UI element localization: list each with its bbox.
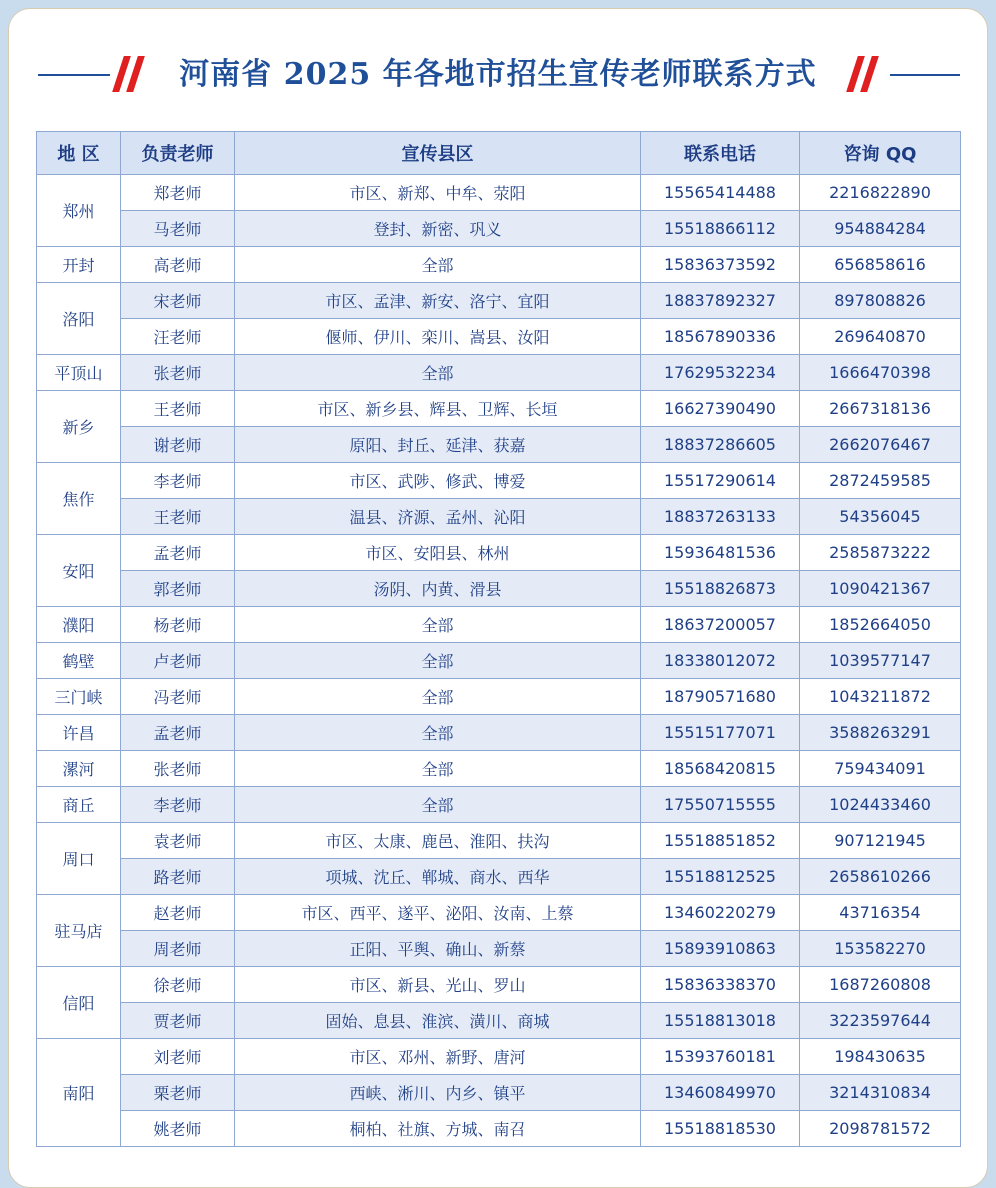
counties-cell: 市区、新县、光山、罗山 [235, 967, 641, 1003]
region-cell: 郑州 [37, 175, 121, 247]
qq-cell: 1039577147 [800, 643, 961, 679]
counties-cell: 市区、孟津、新安、洛宁、宜阳 [235, 283, 641, 319]
phone-cell: 15518851852 [641, 823, 800, 859]
counties-cell: 桐柏、社旗、方城、南召 [235, 1111, 641, 1147]
counties-cell: 偃师、伊川、栾川、嵩县、汝阳 [235, 319, 641, 355]
phone-cell: 15393760181 [641, 1039, 800, 1075]
counties-cell: 全部 [235, 715, 641, 751]
qq-cell: 153582270 [800, 931, 961, 967]
counties-cell: 全部 [235, 679, 641, 715]
qq-cell: 907121945 [800, 823, 961, 859]
teacher-cell: 栗老师 [121, 1075, 235, 1111]
phone-cell: 18568420815 [641, 751, 800, 787]
qq-cell: 2872459585 [800, 463, 961, 499]
counties-cell: 全部 [235, 787, 641, 823]
phone-cell: 15836373592 [641, 247, 800, 283]
phone-cell: 15515177071 [641, 715, 800, 751]
qq-cell: 897808826 [800, 283, 961, 319]
teacher-cell: 张老师 [121, 751, 235, 787]
counties-cell: 全部 [235, 643, 641, 679]
table-row [37, 571, 961, 607]
qq-cell: 954884284 [800, 211, 961, 247]
phone-cell: 15893910863 [641, 931, 800, 967]
phone-cell: 15936481536 [641, 535, 800, 571]
region-cell: 漯河 [37, 751, 121, 787]
teacher-cell: 贾老师 [121, 1003, 235, 1039]
phone-cell: 15836338370 [641, 967, 800, 1003]
region-cell: 南阳 [37, 1039, 121, 1147]
table-row [37, 463, 961, 499]
phone-cell: 15517290614 [641, 463, 800, 499]
title-rule-left [38, 74, 110, 76]
counties-cell: 温县、济源、孟州、沁阳 [235, 499, 641, 535]
region-cell: 周口 [37, 823, 121, 895]
phone-cell: 18790571680 [641, 679, 800, 715]
table-row [37, 787, 961, 823]
counties-cell: 全部 [235, 355, 641, 391]
qq-cell: 1090421367 [800, 571, 961, 607]
teacher-cell: 郭老师 [121, 571, 235, 607]
region-cell: 焦作 [37, 463, 121, 535]
table-row [37, 211, 961, 247]
table-row [37, 283, 961, 319]
qq-cell: 3223597644 [800, 1003, 961, 1039]
region-cell: 濮阳 [37, 607, 121, 643]
teacher-cell: 刘老师 [121, 1039, 235, 1075]
counties-cell: 市区、新乡县、辉县、卫辉、长垣 [235, 391, 641, 427]
phone-cell: 15518813018 [641, 1003, 800, 1039]
teacher-cell: 谢老师 [121, 427, 235, 463]
qq-cell: 198430635 [800, 1039, 961, 1075]
region-cell: 安阳 [37, 535, 121, 607]
counties-cell: 全部 [235, 247, 641, 283]
qq-cell: 269640870 [800, 319, 961, 355]
teacher-cell: 马老师 [121, 211, 235, 247]
table-row [37, 535, 961, 571]
region-cell: 商丘 [37, 787, 121, 823]
teacher-cell: 孟老师 [121, 535, 235, 571]
header-counties: 宣传县区 [235, 132, 641, 175]
phone-cell: 13460849970 [641, 1075, 800, 1111]
phone-cell: 18637200057 [641, 607, 800, 643]
phone-cell: 17629532234 [641, 355, 800, 391]
teacher-cell: 周老师 [121, 931, 235, 967]
teacher-cell: 王老师 [121, 499, 235, 535]
phone-cell: 18837263133 [641, 499, 800, 535]
teacher-cell: 路老师 [121, 859, 235, 895]
phone-cell: 16627390490 [641, 391, 800, 427]
table-row [37, 895, 961, 931]
qq-cell: 1043211872 [800, 679, 961, 715]
table-row [37, 1111, 961, 1147]
teacher-cell: 郑老师 [121, 175, 235, 211]
table-row [37, 355, 961, 391]
header-teacher: 负责老师 [121, 132, 235, 175]
region-cell: 平顶山 [37, 355, 121, 391]
counties-cell: 全部 [235, 751, 641, 787]
counties-cell: 市区、邓州、新野、唐河 [235, 1039, 641, 1075]
qq-cell: 2216822890 [800, 175, 961, 211]
qq-cell: 759434091 [800, 751, 961, 787]
teacher-cell: 宋老师 [121, 283, 235, 319]
table-row [37, 643, 961, 679]
teacher-cell: 杨老师 [121, 607, 235, 643]
qq-cell: 1024433460 [800, 787, 961, 823]
table-row [37, 427, 961, 463]
qq-cell: 3588263291 [800, 715, 961, 751]
counties-cell: 市区、安阳县、林州 [235, 535, 641, 571]
qq-cell: 2667318136 [800, 391, 961, 427]
counties-cell: 固始、息县、淮滨、潢川、商城 [235, 1003, 641, 1039]
table-row [37, 1039, 961, 1075]
teacher-cell: 孟老师 [121, 715, 235, 751]
phone-cell: 18837286605 [641, 427, 800, 463]
teacher-cell: 徐老师 [121, 967, 235, 1003]
qq-cell: 2658610266 [800, 859, 961, 895]
teacher-cell: 姚老师 [121, 1111, 235, 1147]
region-cell: 许昌 [37, 715, 121, 751]
table-row [37, 499, 961, 535]
qq-cell: 2662076467 [800, 427, 961, 463]
qq-cell: 1852664050 [800, 607, 961, 643]
region-cell: 信阳 [37, 967, 121, 1039]
counties-cell: 汤阴、内黄、滑县 [235, 571, 641, 607]
phone-cell: 15565414488 [641, 175, 800, 211]
qq-cell: 1687260808 [800, 967, 961, 1003]
phone-cell: 15518826873 [641, 571, 800, 607]
counties-cell: 市区、太康、鹿邑、淮阳、扶沟 [235, 823, 641, 859]
counties-cell: 全部 [235, 607, 641, 643]
title-row [0, 48, 996, 102]
table-row [37, 175, 961, 211]
teacher-cell: 卢老师 [121, 643, 235, 679]
table-row [37, 679, 961, 715]
teacher-cell: 王老师 [121, 391, 235, 427]
table-row [37, 859, 961, 895]
phone-cell: 18837892327 [641, 283, 800, 319]
qq-cell: 43716354 [800, 895, 961, 931]
qq-cell: 2585873222 [800, 535, 961, 571]
counties-cell: 市区、新郑、中牟、荥阳 [235, 175, 641, 211]
teacher-cell: 赵老师 [121, 895, 235, 931]
counties-cell: 正阳、平舆、确山、新蔡 [235, 931, 641, 967]
table-row [37, 247, 961, 283]
teacher-cell: 冯老师 [121, 679, 235, 715]
qq-cell: 1666470398 [800, 355, 961, 391]
phone-cell: 15518866112 [641, 211, 800, 247]
region-cell: 三门峡 [37, 679, 121, 715]
counties-cell: 市区、西平、遂平、泌阳、汝南、上蔡 [235, 895, 641, 931]
region-cell: 鹤壁 [37, 643, 121, 679]
phone-cell: 17550715555 [641, 787, 800, 823]
page-title: 河南省 2025 年各地市招生宣传老师联系方式 [179, 57, 817, 92]
header-phone: 联系电话 [641, 132, 800, 175]
table-row [37, 931, 961, 967]
table-row [37, 1003, 961, 1039]
teacher-cell: 袁老师 [121, 823, 235, 859]
teacher-cell: 汪老师 [121, 319, 235, 355]
title-rule-right [890, 74, 960, 76]
table-row [37, 967, 961, 1003]
contacts-table [36, 131, 961, 1147]
counties-cell: 原阳、封丘、延津、获嘉 [235, 427, 641, 463]
table-row [37, 823, 961, 859]
teacher-cell: 张老师 [121, 355, 235, 391]
table-body [37, 175, 961, 1147]
region-cell: 开封 [37, 247, 121, 283]
phone-cell: 18338012072 [641, 643, 800, 679]
counties-cell: 市区、武陟、修武、博爱 [235, 463, 641, 499]
phone-cell: 15518818530 [641, 1111, 800, 1147]
phone-cell: 13460220279 [641, 895, 800, 931]
teacher-cell: 李老师 [121, 787, 235, 823]
header-region: 地 区 [37, 132, 121, 175]
counties-cell: 项城、沈丘、郸城、商水、西华 [235, 859, 641, 895]
table-row [37, 751, 961, 787]
table-row [37, 319, 961, 355]
header-qq: 咨询 QQ [800, 132, 961, 175]
teacher-cell: 高老师 [121, 247, 235, 283]
qq-cell: 2098781572 [800, 1111, 961, 1147]
table-row [37, 607, 961, 643]
qq-cell: 54356045 [800, 499, 961, 535]
region-cell: 驻马店 [37, 895, 121, 967]
counties-cell: 登封、新密、巩义 [235, 211, 641, 247]
teacher-cell: 李老师 [121, 463, 235, 499]
region-cell: 洛阳 [37, 283, 121, 355]
phone-cell: 15518812525 [641, 859, 800, 895]
table-row [37, 391, 961, 427]
qq-cell: 3214310834 [800, 1075, 961, 1111]
table-row [37, 715, 961, 751]
region-cell: 新乡 [37, 391, 121, 463]
table-row [37, 1075, 961, 1111]
counties-cell: 西峡、淅川、内乡、镇平 [235, 1075, 641, 1111]
phone-cell: 18567890336 [641, 319, 800, 355]
qq-cell: 656858616 [800, 247, 961, 283]
table-header-row [37, 132, 961, 175]
